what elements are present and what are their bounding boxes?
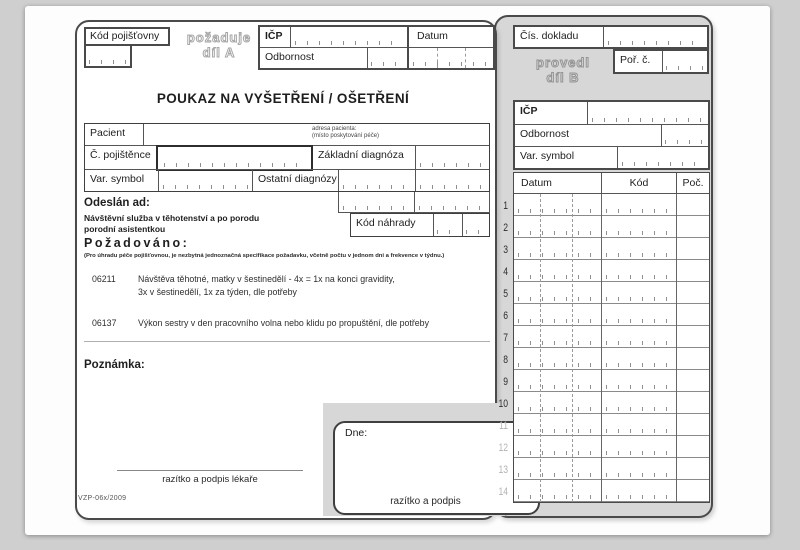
tick-marks <box>343 206 410 210</box>
serial-number-label: Poř. č. <box>620 54 651 66</box>
serial-number-field <box>662 51 707 72</box>
exam-table-row <box>514 238 709 260</box>
tick-marks <box>371 62 404 66</box>
exam-table-row <box>514 326 709 348</box>
tick-marks <box>606 473 672 477</box>
item-code: 06137 <box>92 318 117 328</box>
patient-table <box>84 123 490 192</box>
row-number: 9 <box>503 376 508 388</box>
row-number: 12 <box>498 442 508 454</box>
insured-number-label: Č. pojištěnce <box>90 149 151 161</box>
tick-marks <box>413 62 489 66</box>
tick-marks <box>163 185 248 189</box>
stamp-part-a-line2: díl A <box>202 44 236 60</box>
dashed-separator <box>540 194 541 502</box>
sent-to-line1: Návštěvní služba v těhotenství a po porodu <box>84 213 260 223</box>
row-number: 3 <box>503 244 508 256</box>
other-diagnoses-label: Ostatní diagnózy <box>252 170 338 191</box>
item-description: Návštěva těhotné, matky v šestinedělí - 4x = 1x na konci gravidity, <box>138 274 395 284</box>
row-number: 11 <box>499 420 508 432</box>
row-number: 14 <box>498 486 508 498</box>
row-number: 6 <box>503 310 508 322</box>
tick-marks <box>606 451 672 455</box>
exam-table-row <box>514 370 709 392</box>
row-number: 13 <box>498 464 508 476</box>
tick-marks <box>164 163 307 167</box>
odbornost-field <box>661 125 708 146</box>
item-code: 06211 <box>92 274 116 284</box>
address-note-line2: (místo poskytování péče) <box>312 132 380 139</box>
tick-marks <box>437 230 459 234</box>
row-number: 5 <box>503 288 508 300</box>
tick-marks <box>518 319 597 323</box>
doc-number-box <box>513 25 709 49</box>
exam-table-row <box>514 414 709 436</box>
form-code: VZP-06x/2009 <box>78 495 127 502</box>
icp-label: IČP <box>265 30 283 42</box>
tick-marks <box>606 231 672 235</box>
datum-label: Datum <box>417 30 448 42</box>
tick-marks <box>518 385 597 389</box>
exam-table-row <box>514 216 709 238</box>
insurer-code-label: Kód pojišťovny <box>90 30 160 42</box>
tick-marks <box>606 275 672 279</box>
base-diagnosis-label: Základní diagnóza <box>318 149 404 161</box>
datum-field <box>409 47 493 68</box>
tick-marks <box>665 140 705 144</box>
tick-marks <box>606 341 672 345</box>
stamp-part-a <box>173 31 265 60</box>
exam-table-row <box>514 348 709 370</box>
patient-row <box>85 124 489 145</box>
exam-table-row <box>514 458 709 480</box>
tick-marks <box>420 163 485 167</box>
icp-label: IČP <box>520 105 538 117</box>
tick-marks <box>518 429 597 433</box>
icp-odbornost-block <box>260 27 409 68</box>
tick-marks <box>518 275 597 279</box>
tick-marks <box>518 451 597 455</box>
exam-table-row <box>514 282 709 304</box>
dne-label: Dne: <box>345 427 368 439</box>
tick-marks <box>343 185 411 189</box>
signature-line <box>117 470 303 471</box>
exam-table-row <box>514 392 709 414</box>
section-divider <box>84 341 490 342</box>
stamp-part-b <box>515 56 611 85</box>
other-diagnoses-field <box>415 170 489 191</box>
kod-nahrady-label: Kód náhrady <box>356 217 416 229</box>
tick-marks <box>606 495 672 499</box>
tick-marks <box>518 363 597 367</box>
insured-number-row <box>85 145 489 169</box>
tick-marks <box>518 253 597 257</box>
column-separator <box>601 194 602 502</box>
var-symbol-field <box>617 147 708 168</box>
tick-marks <box>666 66 704 70</box>
column-separator <box>676 194 677 502</box>
stamp-part-b-line1: provedl <box>536 55 590 70</box>
note-heading: Poznámka: <box>84 359 145 371</box>
column-header-poc: Poč. <box>676 173 709 193</box>
required-heading: Požadováno: <box>84 236 190 250</box>
item-description: 3x v šestinedělí, 1x za týden, dle potřeby <box>138 287 297 297</box>
insured-number-field <box>158 146 313 169</box>
row-number: 8 <box>503 354 508 366</box>
pacient-field <box>143 124 489 145</box>
tick-marks <box>606 363 672 367</box>
item-description: Výkon sestry v den pracovního volna nebo klidu po propuštění, dle potřeby <box>138 318 429 328</box>
tick-marks <box>608 41 703 45</box>
tick-marks <box>592 118 704 122</box>
exam-table-header <box>514 173 709 194</box>
doc-number-field <box>603 27 707 47</box>
provider-id-box-a <box>258 25 495 70</box>
kod-nahrady-field <box>433 214 462 236</box>
tick-marks <box>295 41 403 45</box>
tick-marks <box>518 407 597 411</box>
address-note-line1: adresa pacienta: <box>312 126 357 132</box>
row-number: 2 <box>503 222 508 234</box>
datum-block <box>409 27 493 68</box>
var-symbol-label: Var. symbol <box>90 173 145 185</box>
tick-marks <box>518 495 597 499</box>
column-header-kod: Kód <box>601 173 676 193</box>
tick-marks <box>518 297 597 301</box>
insurer-code-field <box>84 44 132 68</box>
dashed-separator <box>572 194 573 502</box>
provider-id-box-b <box>513 100 710 170</box>
tick-marks <box>606 297 672 301</box>
address-note <box>312 126 379 139</box>
odbornost-label: Odbornost <box>520 128 570 140</box>
kod-nahrady-box <box>350 213 490 237</box>
exam-table-row <box>514 260 709 282</box>
tick-marks <box>606 429 672 433</box>
row-number: 7 <box>503 332 508 344</box>
sent-to-line2: porodní asistentkou <box>84 224 166 234</box>
tick-marks <box>606 407 672 411</box>
var-symbol-row <box>85 169 489 191</box>
tick-marks <box>606 319 672 323</box>
exam-table-row <box>514 194 709 216</box>
stamp-signature-caption: razítko a podpis <box>390 496 461 507</box>
odbornost-label: Odbornost <box>265 51 315 63</box>
exam-table <box>513 172 710 503</box>
tick-marks <box>518 231 597 235</box>
tick-marks <box>622 162 704 166</box>
odbornost-field <box>367 48 407 68</box>
base-diagnosis-field <box>415 146 489 169</box>
tick-marks <box>89 60 127 64</box>
tick-marks <box>518 341 597 345</box>
doc-number-label: Čís. dokladu <box>520 30 579 42</box>
form-title: POUKAZ NA VYŠETŘENÍ / OŠETŘENÍ <box>156 91 410 106</box>
icp-field <box>587 102 708 124</box>
exam-table-row <box>514 304 709 326</box>
doctor-signature-caption: razítko a podpis lékaře <box>162 474 258 485</box>
required-note: (Pro úhradu péče pojišťovnou, je nezbytná jednoznačná specifikace požadavku, včetně počtu v jednom dni a frekvence v týdnu.) <box>84 253 445 259</box>
tick-marks <box>606 253 672 257</box>
tick-marks <box>606 209 672 213</box>
tick-marks <box>518 209 597 213</box>
tick-marks <box>606 385 672 389</box>
other-diagnoses-field <box>338 192 415 213</box>
stamp-part-b-line2: díl B <box>546 69 580 85</box>
row-number: 1 <box>503 200 508 212</box>
other-diagnoses-field <box>338 170 415 191</box>
tick-marks <box>420 185 485 189</box>
sent-to-heading: Odeslán ad: <box>84 197 150 209</box>
exam-table-row <box>514 436 709 458</box>
column-header-datum: Datum <box>521 177 552 189</box>
var-symbol-label: Var. symbol <box>520 150 575 162</box>
exam-table-body <box>514 194 709 502</box>
row-number: 10 <box>498 398 508 410</box>
row-number: 4 <box>503 266 508 278</box>
tick-marks <box>518 473 597 477</box>
icp-field <box>290 27 407 47</box>
var-symbol-field <box>158 170 252 191</box>
stamp-part-a-line1: požaduje <box>186 30 252 45</box>
pacient-label: Pacient <box>90 127 126 139</box>
serial-number-box <box>613 49 709 74</box>
exam-table-row <box>514 480 709 502</box>
